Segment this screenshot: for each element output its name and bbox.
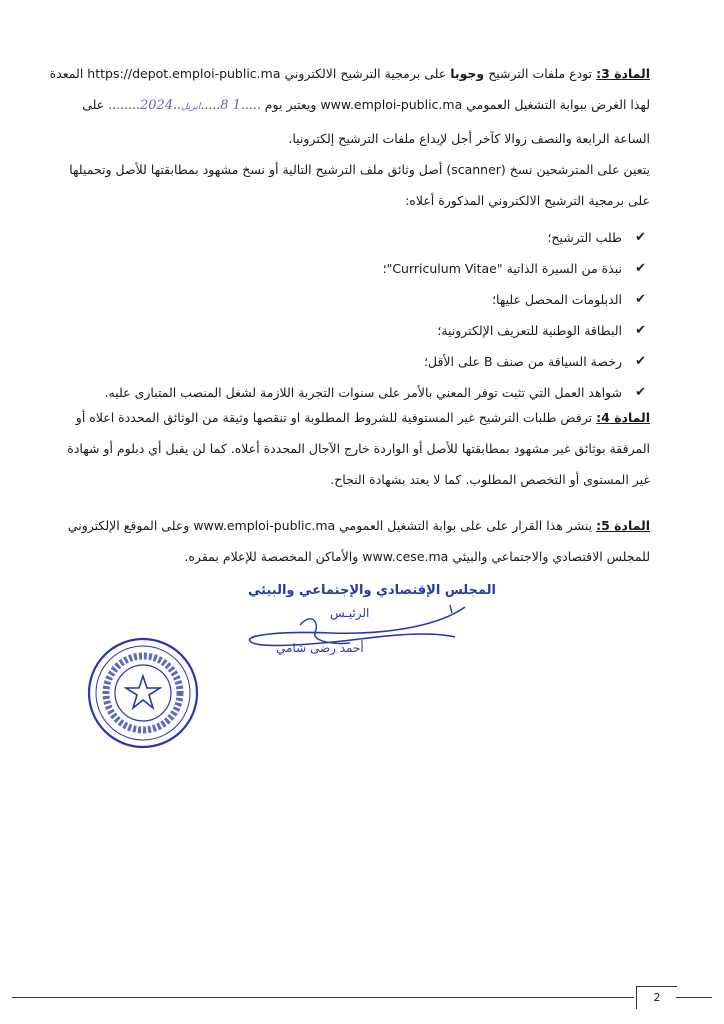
list-item: ✔ شواهد العمل التي تثبت توفر المعني بالأمر على سنوات التجربة اللازمة لشغل المنصب المتبارى عليه. [46, 377, 646, 408]
official-stamp [86, 636, 200, 750]
check-icon: ✔ [635, 261, 646, 276]
article-3-label: المادة 3: [596, 66, 650, 81]
list-item: ✔ البطاقة الوطنية للتعريف الإلكترونية؛ [46, 315, 646, 346]
article-4-label: المادة 4: [596, 410, 650, 425]
handwritten-month: ابريل [181, 102, 201, 112]
article-5: المادة 5: ينشر هذا القرار على على بوابة التشغيل العمومي www.emploi-public.ma وعلى الموقع الإلكتروني للمجلس الاقتصادي والاجتماعي والبيئي www.cese.ma والأماكن المخصصة للإعلام بمقره. [67, 518, 650, 564]
handwritten-day: 1 8 [220, 98, 241, 113]
signature-role: الرئيـس [330, 606, 370, 620]
depot-url: https://depot.emploi-public.ma [87, 66, 281, 81]
list-item: ✔ الدبلومات المحصل عليها؛ [46, 284, 646, 315]
check-icon: ✔ [635, 230, 646, 245]
article-4: المادة 4: ترفض طلبات الترشيح غير المستوفية للشروط المطلوبة او تنقصها وثيقة من الوثائق المحددة اعلاه أو المرفقة بوثائق غير مشهود بمطابقتها للأصل أو الواردة خارج الآجال المحددة أعلاه. كما لن يقبل أي دبلوم أو شهادة غير المستوى أو التخصص المطلوب. كما لا يعتد بشهادة النجاح. [67, 410, 650, 487]
portal-url: www.emploi-public.ma [320, 97, 463, 112]
check-icon: ✔ [635, 354, 646, 369]
footer-divider [12, 997, 634, 998]
signature-institution: المجلس الإقتصادي والإجتماعي والبيئي [248, 583, 496, 598]
list-item: ✔ نبذة من السيرة الذاتية "Curriculum Vitae"؛ [46, 253, 646, 284]
check-icon: ✔ [635, 292, 646, 307]
article-3: المادة 3: تودع ملفات الترشيح وجوبا على برمجية الترشيح الالكتروني https://depot.emploi-public.ma المعدة لهذا الغرض ببوابة التشغيل العمومي www.emploi-public.ma ويعتبر يوم .....1 8.....ابريل..2024........ على الساعة الرابعة والنصف زوالا كآخر أجل لإيداع ملفات الترشيح إلكترونيا. [49, 66, 650, 146]
documents-list [46, 222, 646, 408]
documents-intro: يتعين على المترشحين نسخ (scanner) أصل وثائق ملف الترشيح التالية أو نسخ مشهود بمطابقتها للأصل وتحميلها على برمجية الترشيح الالكتروني المذكورة أعلاه: [69, 162, 650, 208]
handwritten-year: 2024 [140, 98, 174, 113]
signature-name: أحمد رضى شامي [276, 641, 364, 655]
footer-divider-right [676, 997, 712, 998]
page-number: 2 [636, 986, 677, 1009]
check-icon: ✔ [635, 323, 646, 338]
article-5-label: المادة 5: [596, 518, 650, 533]
list-item: ✔ طلب الترشيح؛ [46, 222, 646, 253]
list-item: ✔ رخصة السياقة من صنف B على الأقل؛ [46, 346, 646, 377]
check-icon: ✔ [635, 385, 646, 400]
